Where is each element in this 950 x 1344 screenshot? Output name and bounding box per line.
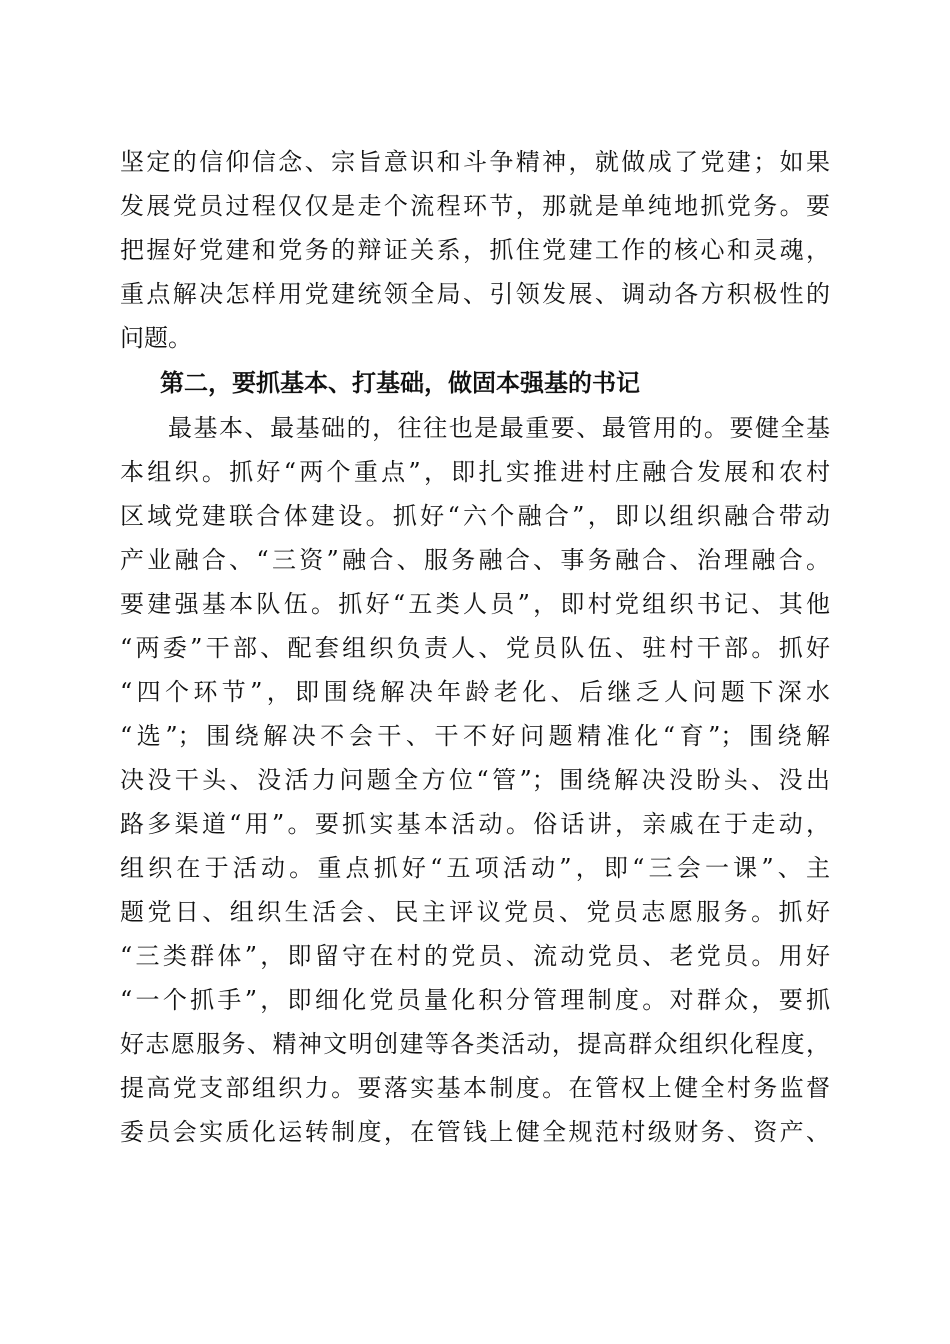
paragraph-line: 组织在于活动。重点抓好“五项活动”，即“三会一课”、主 [120, 854, 830, 882]
paragraph-line: “四个环节”，即围绕解决年龄老化、后继乏人问题下深水 [120, 678, 830, 706]
paragraph-line: 发展党员过程仅仅是走个流程环节，那就是单纯地抓党务。要 [120, 192, 830, 220]
paragraph-line: 路多渠道“用”。要抓实基本活动。俗话讲，亲戚在于走动， [120, 810, 830, 838]
paragraph-line: 本组织。抓好“两个重点”，即扎实推进村庄融合发展和农村 [120, 458, 830, 486]
paragraph-line: “选”；围绕解决不会干、干不好问题精准化“育”；围绕解 [120, 722, 830, 750]
paragraph-line: 决没干头、没活力问题全方位“管”；围绕解决没盼头、没出 [120, 766, 830, 794]
paragraph-line: 题党日、组织生活会、民主评议党员、党员志愿服务。抓好 [120, 898, 830, 926]
paragraph-line: “一个抓手”，即细化党员量化积分管理制度。对群众，要抓 [120, 986, 830, 1014]
paragraph-line: 提高党支部组织力。要落实基本制度。在管权上健全村务监督 [120, 1074, 830, 1102]
paragraph-line: 把握好党建和党务的辩证关系，抓住党建工作的核心和灵魂， [120, 236, 830, 264]
paragraph-line: 区域党建联合体建设。抓好“六个融合”，即以组织融合带动 [120, 502, 830, 530]
paragraph-line: 产业融合、“三资”融合、服务融合、事务融合、治理融合。 [120, 546, 830, 574]
paragraph-line: 重点解决怎样用党建统领全局、引领发展、调动各方积极性的 [120, 280, 830, 308]
paragraph-line: “三类群体”，即留守在村的党员、流动党员、老党员。用好 [120, 942, 830, 970]
paragraph-line: 好志愿服务、精神文明创建等各类活动，提高群众组织化程度， [120, 1030, 830, 1058]
paragraph-line: 问题。 [120, 324, 192, 352]
section-heading: 第二，要抓基本、打基础，做固本强基的书记 [160, 369, 640, 397]
paragraph-line: 最基本、最基础的，往往也是最重要、最管用的。要健全基 [168, 414, 830, 442]
paragraph-line: 委员会实质化运转制度，在管钱上健全规范村级财务、资产、 [120, 1118, 830, 1146]
paragraph-line: 要建强基本队伍。抓好“五类人员”，即村党组织书记、其他 [120, 590, 830, 618]
paragraph-line: “两委”干部、配套组织负责人、党员队伍、驻村干部。抓好 [120, 634, 830, 662]
paragraph-line: 坚定的信仰信念、宗旨意识和斗争精神，就做成了党建；如果 [120, 148, 830, 176]
